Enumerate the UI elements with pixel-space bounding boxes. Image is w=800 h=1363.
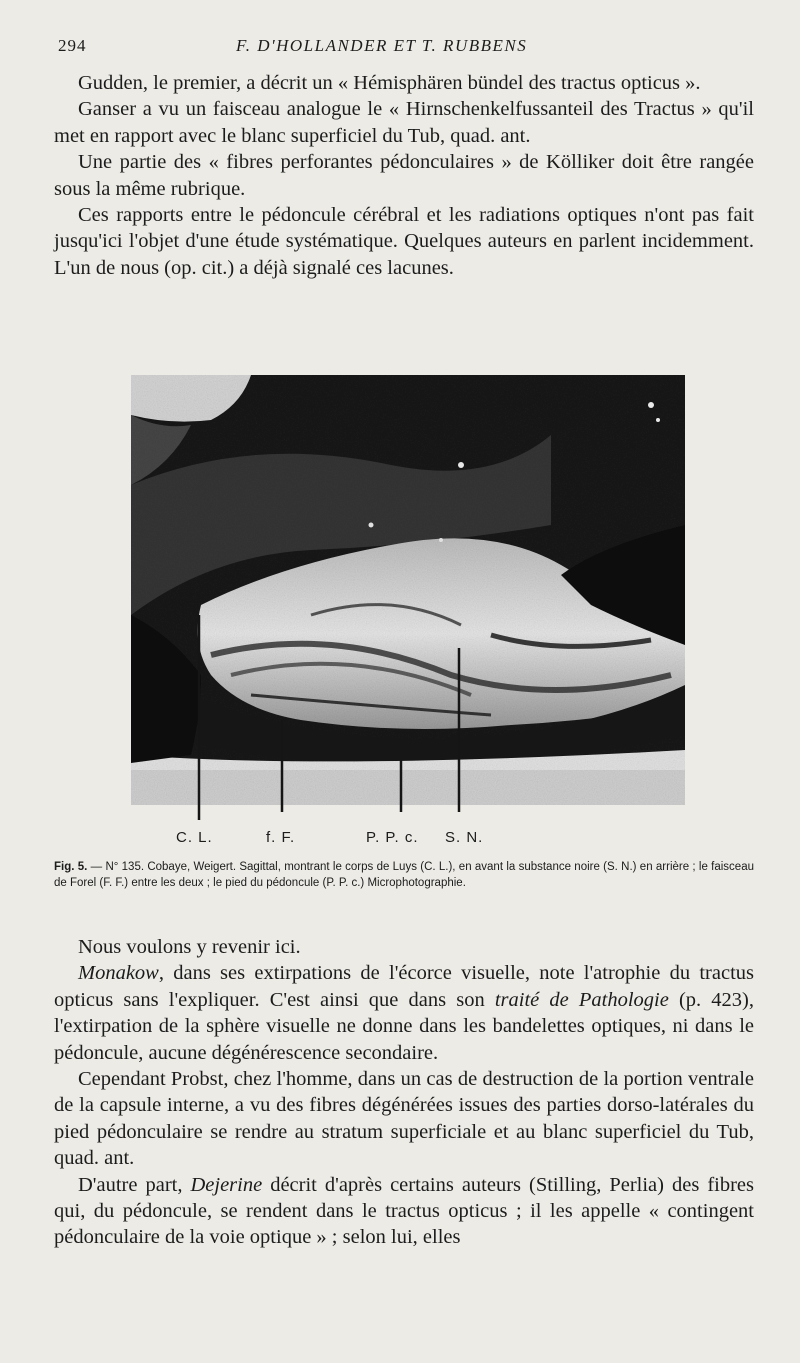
paragraph	[54, 96, 754, 149]
paragraph	[54, 202, 754, 281]
author-name: Dejerine	[190, 1173, 263, 1196]
label-ff: f. F.	[266, 829, 296, 846]
label-sn: S. N.	[445, 829, 484, 846]
label-cl: C. L.	[176, 829, 213, 846]
micrograph-image	[131, 375, 685, 805]
paragraph-text: , dans ses extirpations de l'écorce visuelle, note l'atrophie du tractus opticus sans l'expliquer. C'est ainsi que dans son	[54, 962, 754, 1011]
page-number: 294	[58, 36, 87, 55]
paragraph-text: décrit d'après certains auteurs (Stilling, Perlia) des fibres qui, du pédoncule, se rendent dans le tractus opticus ; il les appelle « contingent pédonculaire de la voie optique » ; selon lui, elles	[54, 1173, 754, 1249]
paragraph-text: Une partie des « fibres perforantes pédonculaires » de Kölliker doit être rangée sous la même rubrique.	[54, 151, 754, 200]
paragraph-text: Cependant Probst, chez l'homme, dans un cas de destruction de la portion ventrale de la capsule interne, a vu des fibres dégénérées issues des parties dorso-latérales du pied pédonculaire se rendre au stratum superficiale et au blanc superficiel du Tub, quad. ant.	[54, 1068, 754, 1170]
running-head	[58, 36, 758, 58]
paragraph-text: Ganser a vu un faisceau analogue le « Hirnschenkelfussanteil des Tractus » qu'il met en rapport avec le blanc superficiel du Tub, quad. ant.	[54, 98, 754, 147]
caption-text: — N° 135. Cobaye, Weigert. Sagittal, montrant le corps de Luys (C. L.), en avant la substance noire (S. N.) en arrière ; le faisceau de Forel (F. F.) entre les deux ; le pied du pédoncule (P. P. c.) Microphotographie.	[54, 861, 754, 889]
paragraph-text: Ces rapports entre le pédoncule cérébral et les radiations optiques n'ont pas fait jusqu'ici l'objet d'une étude systématique. Quelques auteurs en parlent incidemment. L'un de nous (op. cit.) a déjà signalé ces lacunes.	[54, 204, 754, 279]
caption-figure-number: Fig. 5.	[54, 861, 88, 873]
paragraph	[54, 1066, 754, 1172]
micrograph-drawing	[131, 375, 685, 805]
paragraph-text: (p. 423), l'extirpation de la sphère visuelle ne donne dans les bandelettes optiques, ni dans le pédoncule, aucune dégénérescence secondaire.	[54, 988, 754, 1064]
paragraph-text: D'autre part,	[78, 1173, 191, 1196]
author-name: Monakow	[78, 962, 159, 985]
paragraph	[54, 934, 754, 960]
paragraph	[54, 149, 754, 202]
paragraph-text: Gudden, le premier, a décrit un « Hémisphären bündel des tractus opticus ».	[78, 72, 701, 94]
paragraph	[54, 1172, 754, 1251]
book-title: traité de Pathologie	[494, 988, 669, 1011]
text-block-bottom	[54, 934, 754, 1251]
paragraph	[54, 70, 754, 96]
figure-labels	[0, 829, 800, 851]
text-block-top	[54, 70, 754, 281]
figure-caption	[54, 860, 754, 891]
paragraph	[54, 960, 754, 1066]
paragraph-text: Nous voulons y revenir ici.	[78, 936, 301, 958]
label-ppc: P. P. c.	[366, 829, 419, 846]
running-title: F. D'HOLLANDER ET T. RUBBENS	[236, 36, 528, 55]
